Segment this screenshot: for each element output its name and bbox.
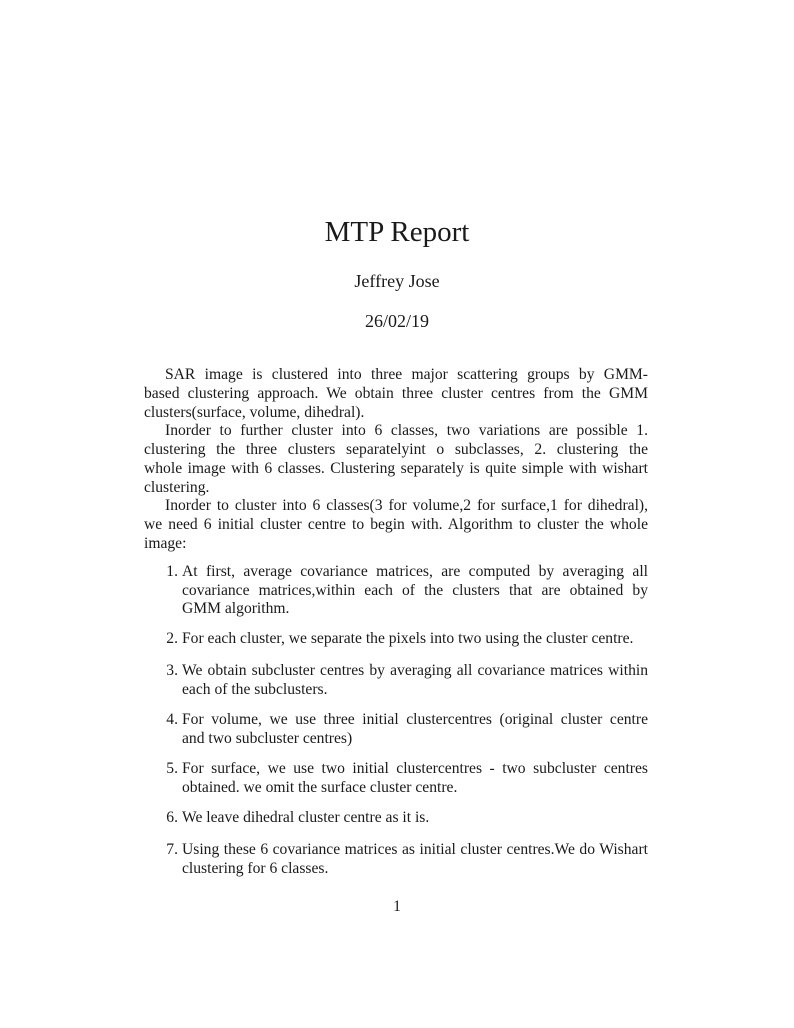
document-title: MTP Report (324, 216, 470, 248)
list-item-line: For volume, we use three initial clustercentres (original cluster centre (182, 711, 648, 728)
paragraph-line: clustering. (144, 479, 210, 496)
list-item-line: obtained. we omit the surface cluster centre. (182, 779, 458, 796)
list-item-line: Using these 6 covariance matrices as initial cluster centres.We do Wishart (182, 841, 648, 858)
list-item-line: For each cluster, we separate the pixels into two using the cluster centre. (182, 630, 634, 647)
list-item-number: 2. (166, 630, 178, 647)
paragraph-line: Inorder to further cluster into 6 classes, two variations are possible 1. (165, 422, 648, 439)
paragraph-line: based clustering approach. We obtain three cluster centres from the GMM (144, 385, 648, 402)
list-item-number: 7. (166, 841, 178, 858)
paragraph-line: clusters(surface, volume, dihedral). (144, 404, 365, 421)
list-item-line: We obtain subcluster centres by averaging all covariance matrices within (182, 662, 648, 679)
paragraph-line: clustering the three clusters separatelyint o subclasses, 2. clustering the (144, 441, 648, 458)
list-item-line: and two subcluster centres) (182, 730, 353, 747)
list-item-line: For surface, we use two initial clustercentres - two subcluster centres (182, 760, 648, 777)
document-date: 26/02/19 (364, 311, 429, 331)
list-item-line: each of the subclusters. (182, 681, 328, 698)
paragraph-line: SAR image is clustered into three major scattering groups by GMM- (165, 366, 648, 383)
page-number: 1 (393, 898, 401, 915)
list-item-number: 6. (166, 809, 178, 826)
list-item-line: GMM algorithm. (182, 600, 290, 617)
list-item-line: covariance matrices,within each of the clusters that are obtained by (182, 582, 648, 599)
paragraph-line: Inorder to cluster into 6 classes(3 for volume,2 for surface,1 for dihedral), (165, 497, 648, 514)
list-item-number: 5. (166, 760, 178, 777)
paragraph-line: we need 6 initial cluster centre to begin with. Algorithm to cluster the whole (144, 516, 648, 533)
paragraph-line: whole image with 6 classes. Clustering separately is quite simple with wishart (144, 460, 648, 477)
list-item-line: clustering for 6 classes. (182, 860, 329, 877)
list-item-number: 1. (166, 563, 178, 580)
document-author: Jeffrey Jose (354, 271, 440, 291)
list-item-line: At first, average covariance matrices, are computed by averaging all (182, 563, 648, 580)
list-item-number: 3. (166, 662, 178, 679)
list-item-number: 4. (166, 711, 178, 728)
paragraph-line: image: (144, 535, 187, 552)
list-item-line: We leave dihedral cluster centre as it is. (182, 809, 430, 826)
